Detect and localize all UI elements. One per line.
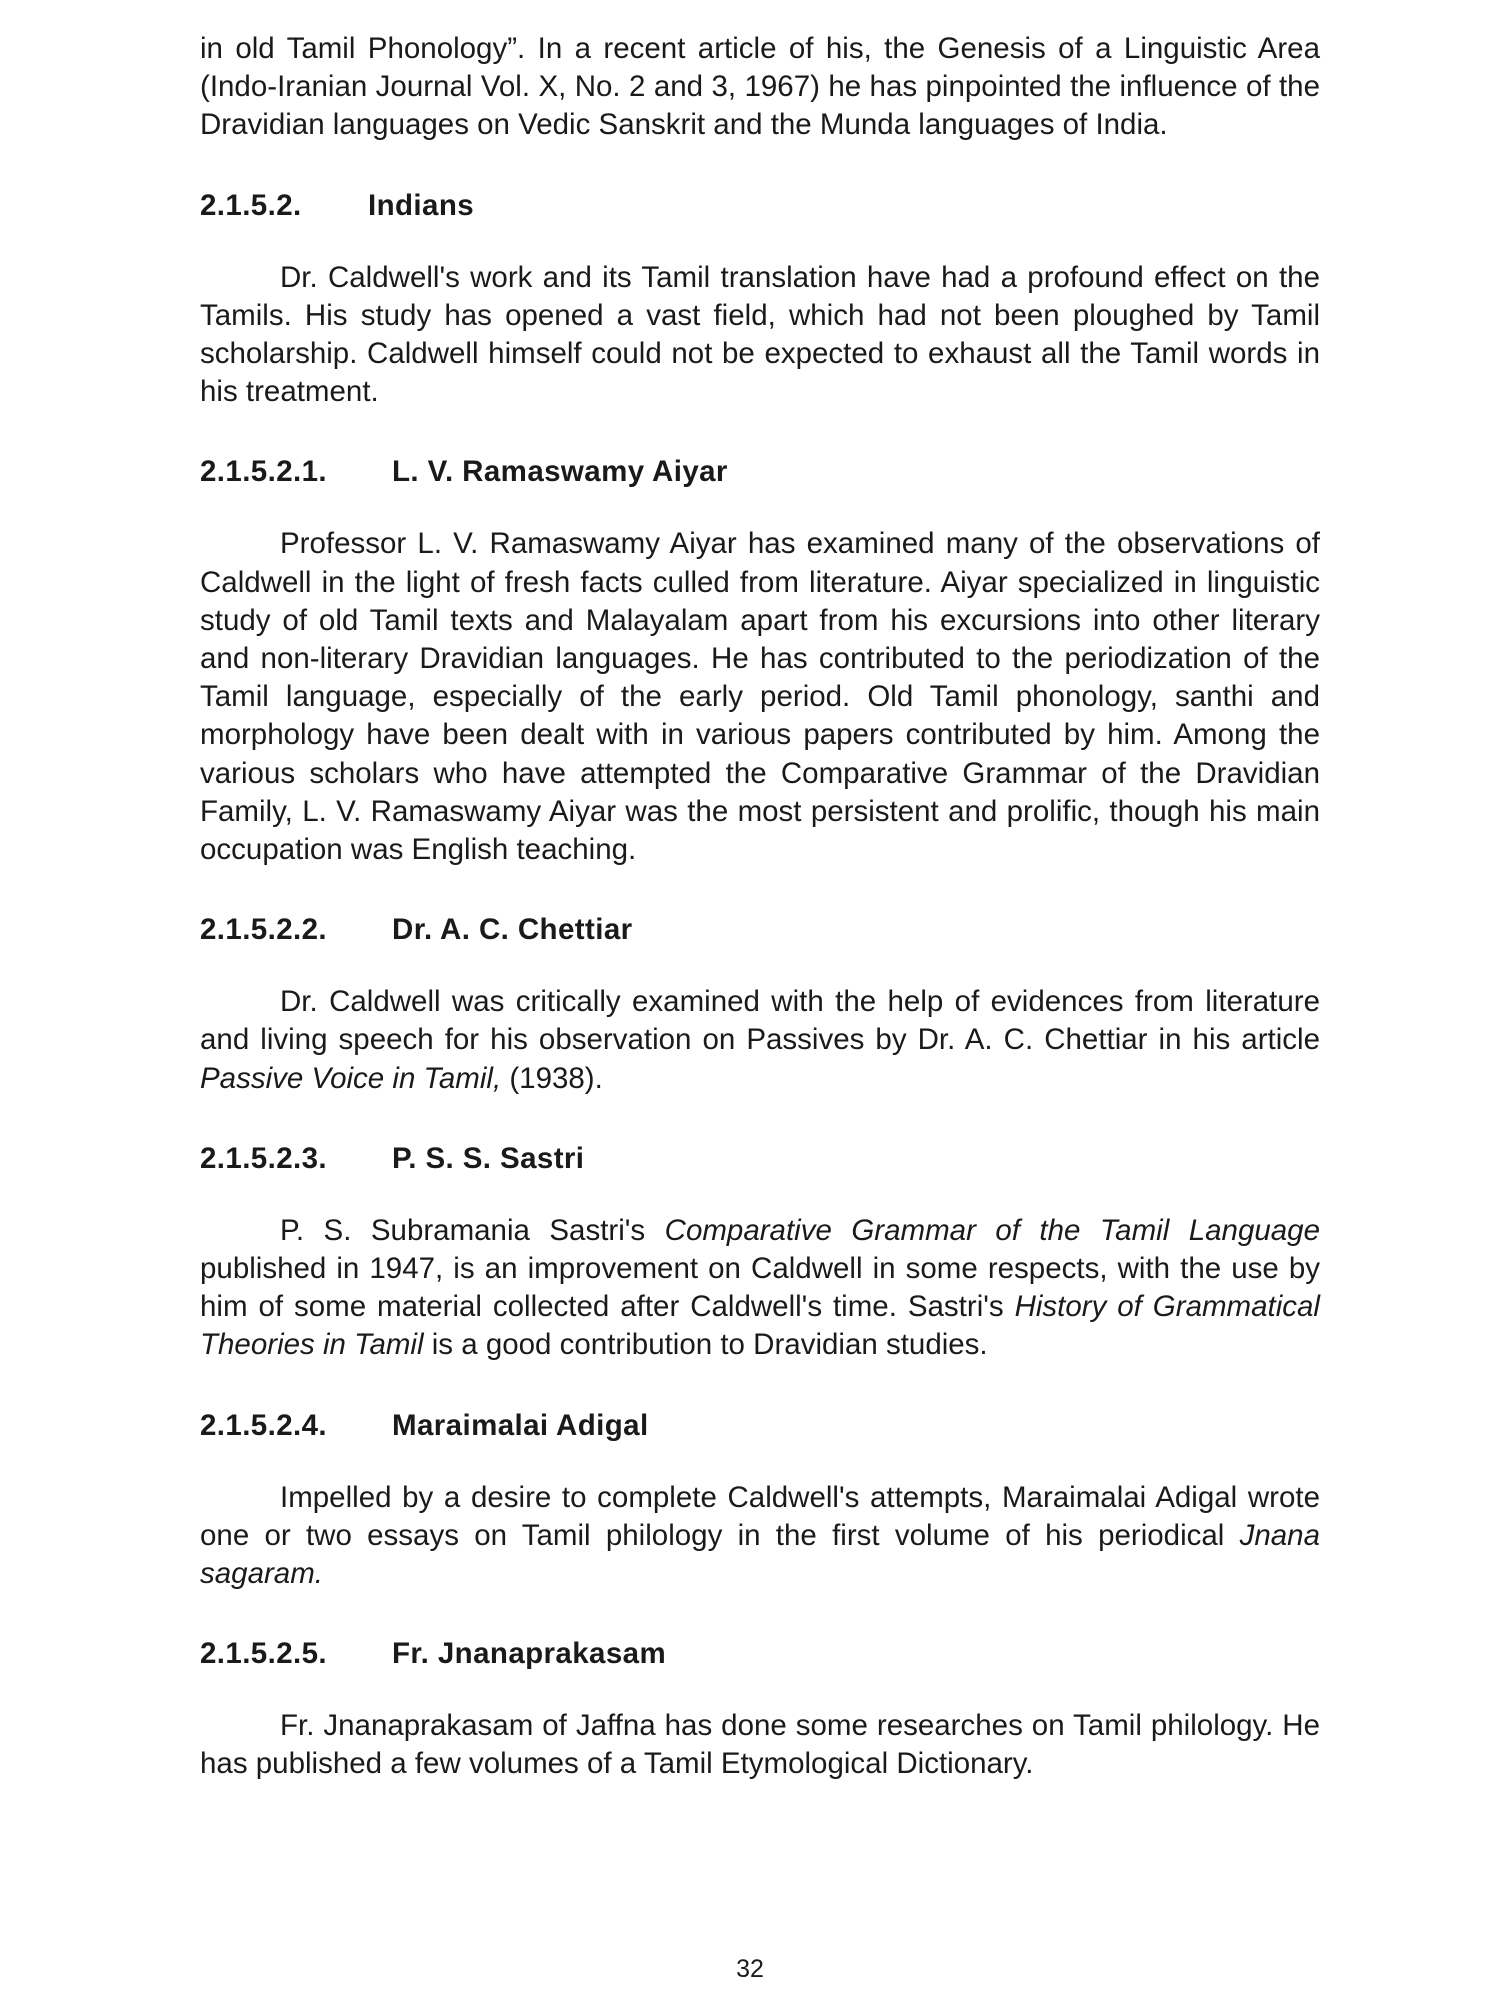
- text-run: (1938).: [501, 1061, 603, 1095]
- italic-title: Jnana sagaram.: [200, 1518, 1320, 1591]
- text-run: Impelled by a desire to complete Caldwell's attempts, Maraimalai Adigal wrote one or two essays on Tamil philology in the first volume of his periodical: [200, 1480, 1320, 1552]
- page-body: [200, 30, 1320, 1784]
- section-number: 2.1.5.2.5.: [200, 1637, 328, 1671]
- italic-title: History of Grammatical Theories in Tamil: [200, 1290, 1320, 1362]
- text-run: P. S. Subramania Sastri's: [280, 1213, 665, 1247]
- section-number: 2.1.5.2.4.: [200, 1408, 328, 1442]
- section-paragraph-maraimalai-adigal: [200, 1479, 1320, 1594]
- section-paragraph-sastri: [200, 1212, 1320, 1365]
- section-heading-indians: [200, 187, 1320, 225]
- section-title: Maraimalai Adigal: [392, 1408, 649, 1442]
- section-paragraph-chettiar: [200, 983, 1320, 1098]
- text-run: published in 1947, is an improvement on Caldwell in some respects, with the use by him of some material collected after Caldwell's time. Sastri's: [200, 1252, 1320, 1324]
- section-title: P. S. S. Sastri: [392, 1141, 585, 1175]
- section-paragraph-ramaswamy-aiyar: Professor L. V. Ramaswamy Aiyar has examined many of the observations of Caldwell in the light of fresh facts culled from literature. Aiyar specialized in linguistic study of old Tamil texts and Malayalam apart from his excursions into other literary and non-literary Dravidian languages. He has contributed to the periodization of the Tamil language, especially of the early period. Old Tamil phonology, santhi and morphology have been dealt with in various papers contributed by him. Among the various scholars who have attempted the Comparative Grammar of the Dravidian Family, L. V. Ramaswamy Aiyar was the most persistent and prolific, though his main occupation was English teaching.: [200, 527, 1320, 867]
- section-heading-sastri: [200, 1140, 1320, 1178]
- section-heading-maraimalai-adigal: [200, 1407, 1320, 1445]
- section-heading-ramaswamy-aiyar: [200, 453, 1320, 491]
- italic-title: Comparative Grammar of the Tamil Language: [664, 1213, 1320, 1247]
- section-paragraph-jnanaprakasam: Fr. Jnanaprakasam of Jaffna has done some researches on Tamil philology. He has published a few volumes of a Tamil Etymological Dictionary.: [200, 1709, 1320, 1781]
- intro-paragraph: in old Tamil Phonology”. In a recent article of his, the Genesis of a Linguistic Area (Indo-Iranian Journal Vol. X, No. 2 and 3, 1967) he has pinpointed the influence of the Dravidian languages on Vedic Sanskrit and the Munda languages of India.: [200, 32, 1320, 142]
- page-number: 32: [736, 1955, 764, 1983]
- section-title: Indians: [368, 188, 475, 222]
- section-heading-chettiar: [200, 911, 1320, 949]
- section-number: 2.1.5.2.: [200, 188, 302, 222]
- section-number: 2.1.5.2.3.: [200, 1141, 328, 1175]
- section-number: 2.1.5.2.1.: [200, 455, 328, 489]
- section-paragraph-indians: Dr. Caldwell's work and its Tamil translation have had a profound effect on the Tamils. His study has opened a vast field, which had not been ploughed by Tamil scholarship. Caldwell himself could not be expected to exhaust all the Tamil words in his treatment.: [200, 260, 1320, 409]
- text-run: is a good contribution to Dravidian studies.: [423, 1328, 988, 1362]
- text-run: Dr. Caldwell was critically examined with the help of evidences from literature and living speech for his observation on Passives by Dr. A. C. Chettiar in his article: [200, 985, 1320, 1057]
- section-title: L. V. Ramaswamy Aiyar: [392, 455, 728, 489]
- section-title: Dr. A. C. Chettiar: [392, 913, 633, 947]
- italic-title: Passive Voice in Tamil,: [200, 1061, 502, 1095]
- section-heading-jnanaprakasam: [200, 1635, 1320, 1673]
- section-number: 2.1.5.2.2.: [200, 913, 328, 947]
- section-title: Fr. Jnanaprakasam: [392, 1637, 667, 1671]
